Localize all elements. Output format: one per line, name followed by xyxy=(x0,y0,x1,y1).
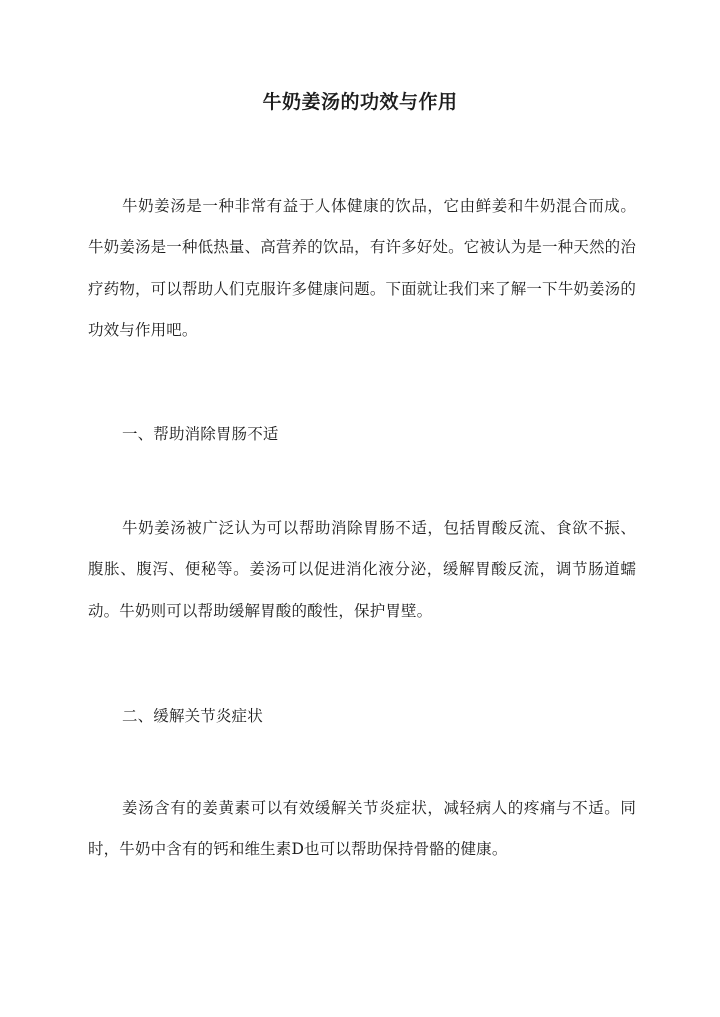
document-title: 牛奶姜汤的功效与作用 xyxy=(262,91,458,113)
section-body-2: 姜汤含有的姜黄素可以有效缓解关节炎症状，减轻病人的疼痛与不适。同时，牛奶中含有的钙和维生素D也可以帮助保持骨骼的健康。 xyxy=(88,799,636,859)
intro-paragraph: 牛奶姜汤是一种非常有益于人体健康的饮品，它由鲜姜和牛奶混合而成。牛奶姜汤是一种低热量、高营养的饮品，有许多好处。它被认为是一种天然的治疗药物，可以帮助人们克服许多健康问题。下面就让我们来了解一下牛奶姜汤的功效与作用吧。 xyxy=(88,197,636,339)
section-body-1: 牛奶姜汤被广泛认为可以帮助消除胃肠不适，包括胃酸反流、食欲不振、腹胀、腹泻、便秘等。姜汤可以促进消化液分泌，缓解胃酸反流，调节肠道蠕动。牛奶则可以帮助缓解胃酸的酸性，保护胃壁。 xyxy=(88,519,636,620)
section-heading-1: 一、帮助消除胃肠不适 xyxy=(122,425,279,443)
section-heading-2: 二、缓解关节炎症状 xyxy=(122,707,263,725)
